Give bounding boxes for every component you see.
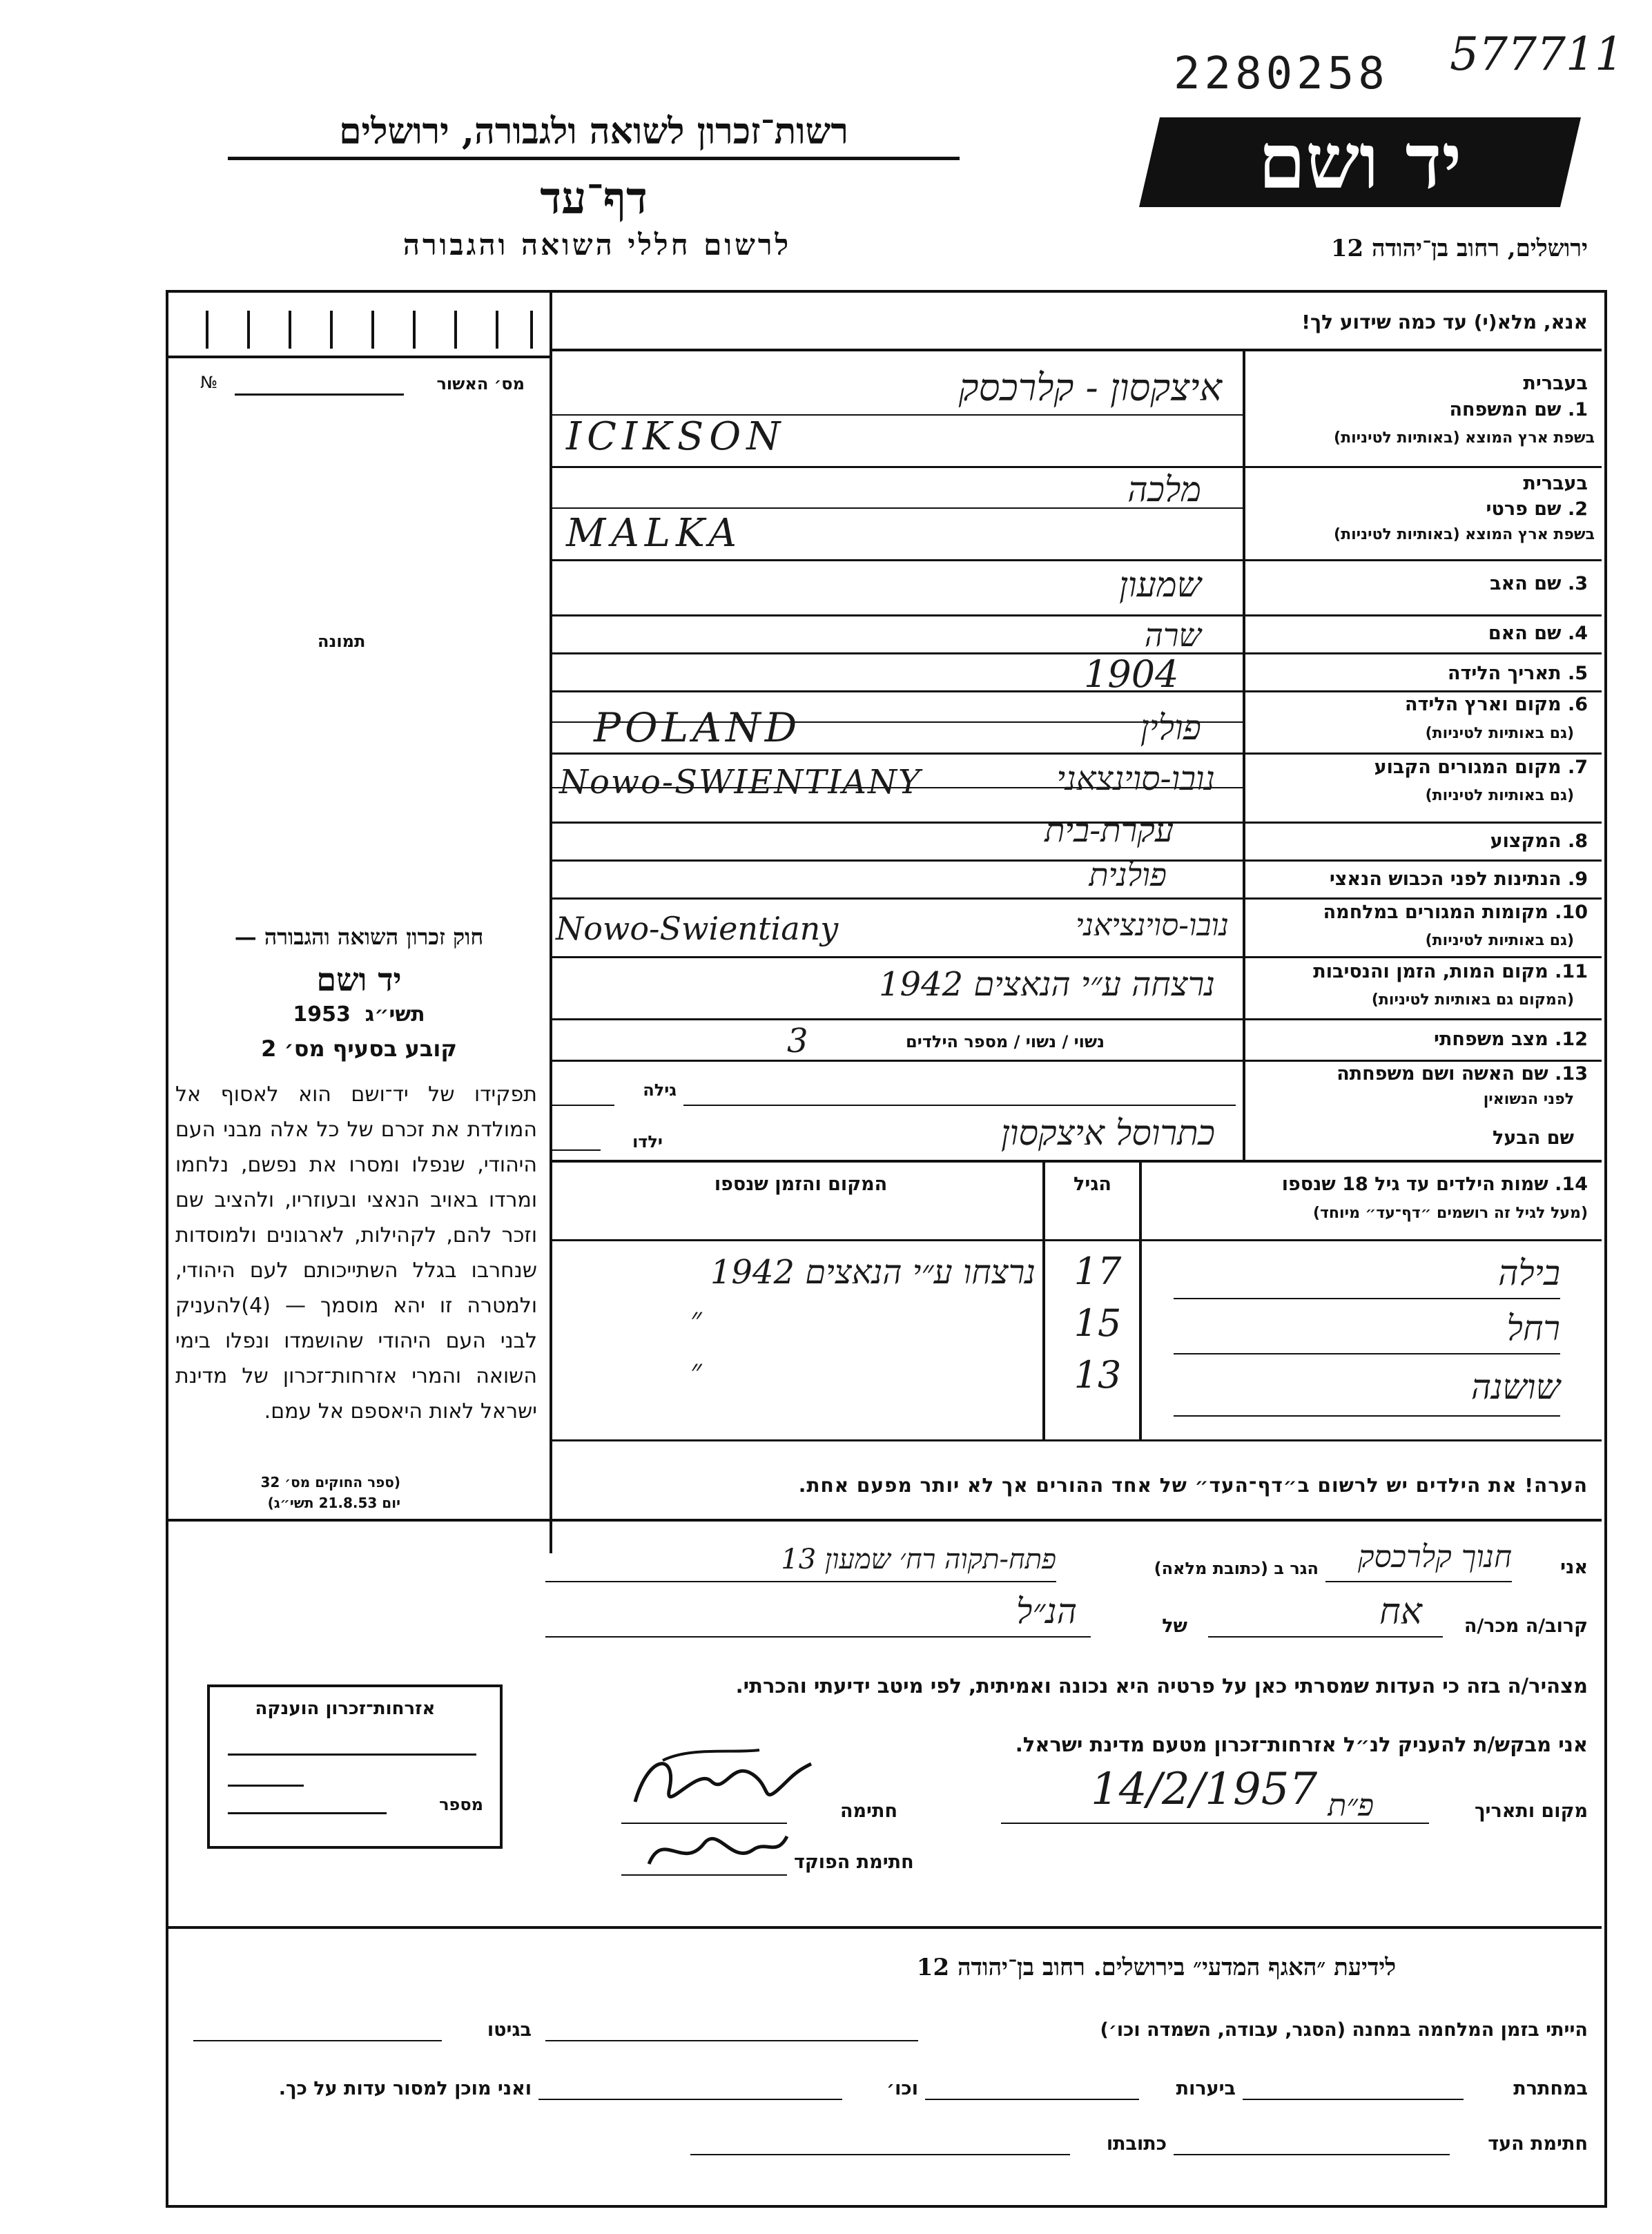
note: הערה! את הילדים יש לרשום ב״דף־העד״ של אחד ההורים אך לא יותר מפעם אחת. — [798, 1474, 1588, 1497]
bottom-line3-b: כתובתו — [1106, 2133, 1167, 2155]
father-name: שמעון — [1119, 565, 1201, 605]
form-subtitle: לרשום חללי השואה והגבורה — [402, 228, 792, 262]
husband-name: כתרוסל איצקסון — [1000, 1113, 1215, 1153]
signature-label: חתימה — [839, 1800, 897, 1822]
marital-status: נשוי / נשוי / מספר הילדים — [906, 1032, 1105, 1051]
field-2-label: 2. שם פרטי — [1486, 498, 1588, 520]
of-value: הנ״ל — [1016, 1591, 1077, 1631]
handwritten-number: 577711 — [1450, 28, 1624, 81]
declaration-text: מצהיר/ה בזה כי העדות שמסרתי כאן על פרטיה היא נכונה ואמיתית, לפי מיטב ידיעתי והכרתי. — [735, 1674, 1588, 1698]
husband-born-label: ילדו — [632, 1132, 663, 1152]
field-10-label: 10. מקומות המגורים במלחמה — [1323, 902, 1588, 923]
date-value: 14/2/1957 — [1091, 1764, 1318, 1815]
children-count: 3 — [787, 1022, 808, 1060]
child-1-age: 17 — [1073, 1250, 1122, 1293]
child-3-age: 13 — [1073, 1353, 1122, 1397]
child-2-place: ״ — [690, 1301, 702, 1337]
field-9-label: 9. הנתינות לפני הכבוש הנאצי — [1329, 868, 1588, 890]
law-text: תפקידו של יד־ושם הוא לאסוף אל המולדת את זכרם של כל אלה מבני העם היהודי, שנפלו ומסרו את נפשם, נלחמו ומרדו באויב הנאצי ובעוזריו, ולהציב שם וזכר להם, לקהילות, לארגונים ולמוסדות שנחרבו בגלל השתייכותם לעם היהודי, ולמטרה זו יהא מוסמך — (4)להעניק לבני העם היהודי שהושמדו ונפלו בימי השואה והמרי אזרחות־זכרון של מדינת ישראל לאות היאספם אל עמם. — [175, 1082, 537, 1424]
field-6-sub: (גם באותיות לטיניות) — [1425, 725, 1574, 742]
law-year-hebrew: תשי״ג — [365, 1002, 425, 1027]
citizenship-label: אזרחות־זכרון הוענקה — [255, 1698, 436, 1719]
bottom-title: לידיעת ״האגף המדעי״ בירושלים. רחוב בן־יהודה 12 — [916, 1954, 1397, 1981]
law-title: חוק זכרון השואה והגבורה — — [234, 924, 484, 950]
field-8-label: 8. המקצוע — [1490, 831, 1588, 852]
declarant-address: פתח-תקוה רח׳ שמעון 13 — [781, 1544, 1056, 1575]
field-6-label: 6. מקום וארץ הלידה — [1404, 694, 1588, 715]
bottom-line3-a: חתימת העד — [1488, 2133, 1588, 2155]
child-2-name: רחל — [1506, 1308, 1560, 1348]
declarant-i-label: אני — [1560, 1557, 1588, 1578]
field-10-sub: (גם באותיות לטיניות) — [1425, 932, 1574, 949]
family-name-latin: ICIKSON — [566, 414, 786, 459]
occupation: עקרת-בית — [1044, 811, 1174, 850]
bottom-line2-d: ואני מוכן למסור עדות על כך. — [278, 2078, 532, 2099]
yad-vashem-logo — [1139, 110, 1581, 214]
law-ref1: (ספר החוקים מס׳ 32 — [260, 1474, 400, 1490]
of-label: של — [1162, 1615, 1187, 1637]
field-1-heb-tag: בעברית — [1523, 373, 1588, 394]
child-3-name: שושנה — [1470, 1367, 1560, 1407]
field-7-label: 7. מקום המגורים הקבוע — [1374, 757, 1588, 778]
wartime-residence-latin: Nowo-Swientiany — [556, 910, 839, 947]
birth-place-latin: POLAND — [594, 704, 801, 751]
citizenship-number-label: מספר — [439, 1795, 483, 1814]
address: ירושלים, רחוב בן־יהודה 12 — [1330, 235, 1588, 262]
first-name-hebrew: מלכה — [1127, 469, 1201, 509]
declarant-resides-label: הגר ב (כתובת מלאה) — [1154, 1559, 1319, 1578]
birth-place-hebrew: פולין — [1140, 708, 1201, 748]
official-signature — [642, 1823, 794, 1878]
law-ref2: יום 21.8.53 תשי״ג) — [267, 1495, 400, 1511]
request-text: אני מבקש/ת להעניק לנ״ל אזרחות־זכרון מטעם מדינת ישראל. — [1015, 1733, 1588, 1756]
svg-text:יד ושם: יד ושם — [1258, 117, 1462, 206]
law-year: 1953 — [293, 1002, 351, 1027]
child-1-place: נרצחו ע״י הנאצים 1942 — [710, 1253, 1036, 1292]
children-section-sub: (מעל לגיל זה רושמים ״דף־עד״ מיוחד) — [1312, 1205, 1588, 1222]
child-1-name: בילה — [1498, 1253, 1560, 1293]
child-3-place: ״ — [690, 1353, 702, 1388]
bottom-line1-a: הייתי בזמן המלחמה במחנה (הסגר, עבודה, השמדה וכו׳) — [1100, 2019, 1588, 2041]
field-11-sub: (המקום גם באותיות לטיניות) — [1371, 991, 1574, 1009]
field-1-label: 1. שם המשפחה — [1449, 399, 1588, 420]
no-label: № — [200, 373, 217, 392]
bottom-line2-b: ביערות — [1176, 2078, 1236, 2099]
mother-name: שרה — [1144, 616, 1201, 654]
relation-value: אח — [1379, 1591, 1422, 1633]
approval-label: מס׳ האשור — [436, 374, 525, 394]
child-2-age: 15 — [1073, 1301, 1122, 1345]
photo-label: תמונה — [318, 632, 366, 651]
bottom-line1-b: בגיטו — [487, 2019, 532, 2041]
law-clause: קובע בסעיף מס׳ 2 — [261, 1036, 457, 1062]
husband-label: שם הבעל — [1492, 1127, 1574, 1149]
residence-latin: Nowo-SWIENTIANY — [559, 763, 922, 802]
death-place: נרצחה ע״י הנאצים 1942 — [878, 965, 1215, 1004]
field-1-sub: בשפת ארץ המוצא (באותיות לטיניות) — [1334, 429, 1595, 447]
law-name: יד ושם — [316, 961, 402, 998]
field-2-sub: בשפת ארץ המוצא (באותיות לטיניות) — [1334, 526, 1595, 543]
field-13-sub: לפני הנשואין — [1483, 1091, 1574, 1108]
wartime-residence-hebrew: נובו-סוינציאני — [1076, 908, 1229, 943]
instructions: אנא, מלא(י) עד כמה שידוע לך! — [1301, 311, 1588, 333]
official-signature-label: חתימת הפוקד — [794, 1852, 914, 1873]
declarant-signature — [621, 1740, 815, 1829]
field-12-label: 12. מצב משפחתי — [1434, 1029, 1588, 1050]
children-section-label: 14. שמות הילדים עד גיל 18 שנספו — [1281, 1174, 1588, 1195]
form-title: דף־עד — [540, 173, 648, 224]
field-13-label: 13. שם האשה ושם משפחתה — [1337, 1063, 1588, 1085]
bottom-line2-a: במחתרת — [1513, 2078, 1588, 2099]
family-name-hebrew: איצקסון - קלרכסק — [958, 366, 1222, 409]
residence-hebrew: נובו-סוינצאני — [1056, 759, 1215, 798]
bottom-line2-c: וכו׳ — [886, 2078, 918, 2099]
place-date-label: מקום ותאריך — [1474, 1800, 1588, 1822]
place-value: פ״ת — [1328, 1788, 1374, 1823]
field-5-label: 5. תאריך הלידה — [1447, 663, 1588, 684]
children-col-place: המקום והזמן שנספו — [714, 1174, 888, 1195]
wife-age-label: גילה — [643, 1080, 677, 1100]
serial-number: 2280258 — [1174, 48, 1389, 99]
first-name-latin: MALKA — [566, 511, 742, 556]
filing-boxes — [193, 311, 538, 352]
field-2-heb-tag: בעברית — [1523, 473, 1588, 494]
field-11-label: 11. מקום המות, הזמן והנסיבות — [1313, 961, 1588, 982]
nationality: פולנית — [1089, 856, 1167, 893]
birth-date: 1904 — [1084, 652, 1179, 696]
declarant-name: חנוך קלרכסק — [1357, 1539, 1512, 1575]
field-7-sub: (גם באותיות לטיניות) — [1425, 787, 1574, 804]
law-year-row — [186, 1002, 532, 1027]
relative-label: קרוב/ה מכר/ה — [1464, 1615, 1588, 1637]
field-4-label: 4. שם האם — [1488, 623, 1588, 644]
children-col-age: הגיל — [1073, 1174, 1111, 1195]
field-3-label: 3. שם האב — [1490, 573, 1588, 594]
authority-title: רשות־זכרון לשואה ולגבורה, ירושלים — [228, 110, 960, 160]
